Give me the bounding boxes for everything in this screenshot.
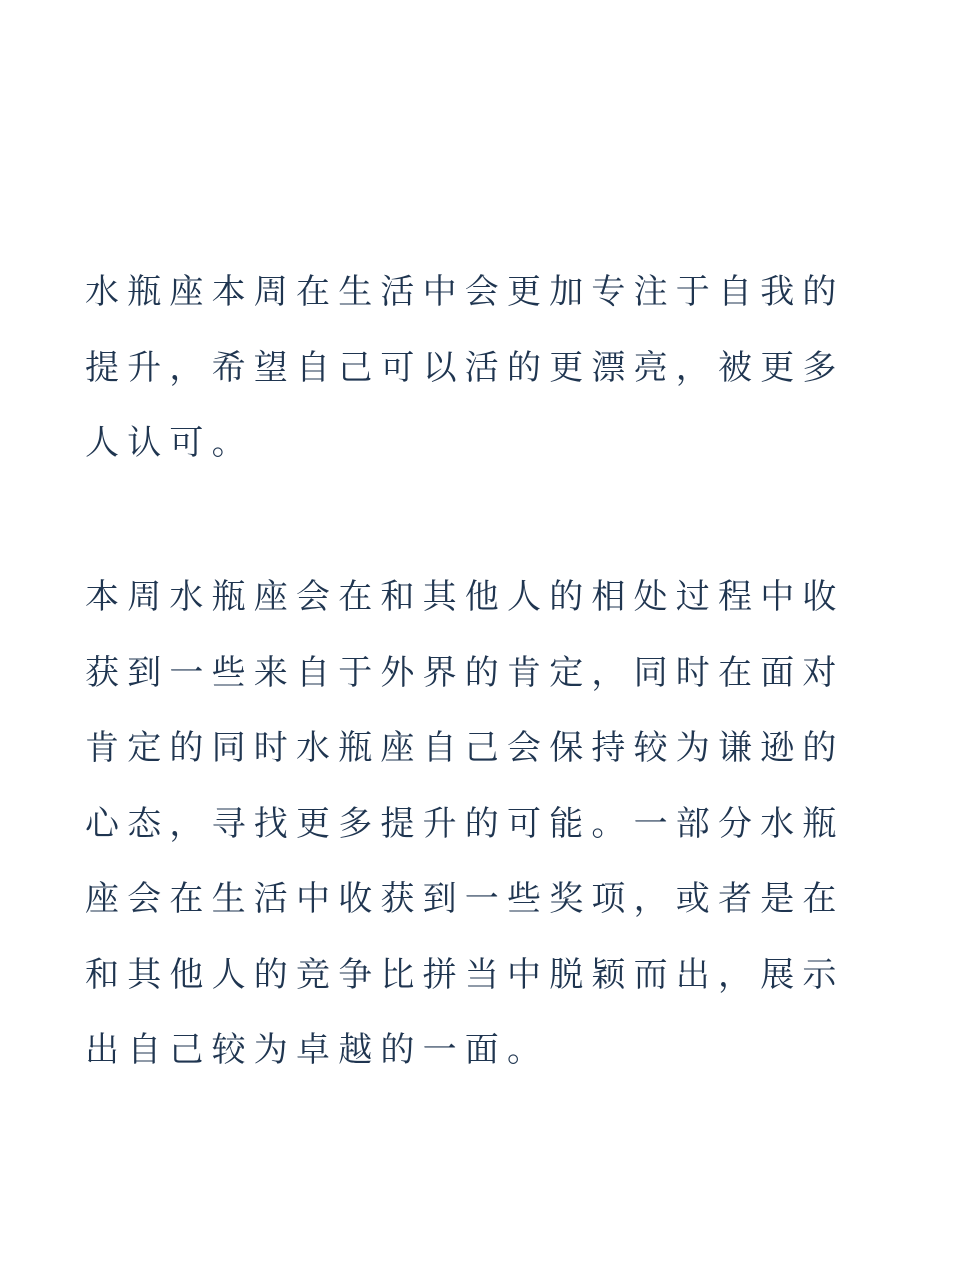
text-line: 提升，希望自己可以活的更漂亮，被更多 bbox=[85, 347, 845, 388]
text-line: 和其他人的竞争比拼当中脱颖而出，展示 bbox=[85, 954, 845, 995]
paragraph-2 bbox=[85, 560, 845, 1089]
text-line: 人认可。 bbox=[85, 423, 254, 463]
text-line: 出自己较为卓越的一面。 bbox=[85, 1030, 550, 1070]
text-line: 获到一些来自于外界的肯定，同时在面对 bbox=[85, 652, 845, 693]
text-line: 心态，寻找更多提升的可能。一部分水瓶 bbox=[85, 803, 845, 844]
text-line: 座会在生活中收获到一些奖项，或者是在 bbox=[85, 879, 845, 919]
text-line: 肯定的同时水瓶座自己会保持较为谦逊的 bbox=[85, 728, 845, 768]
paragraph-1 bbox=[85, 255, 845, 482]
text-line: 本周水瓶座会在和其他人的相处过程中收 bbox=[85, 577, 845, 617]
text-line: 水瓶座本周在生活中会更加专注于自我的 bbox=[85, 272, 845, 312]
